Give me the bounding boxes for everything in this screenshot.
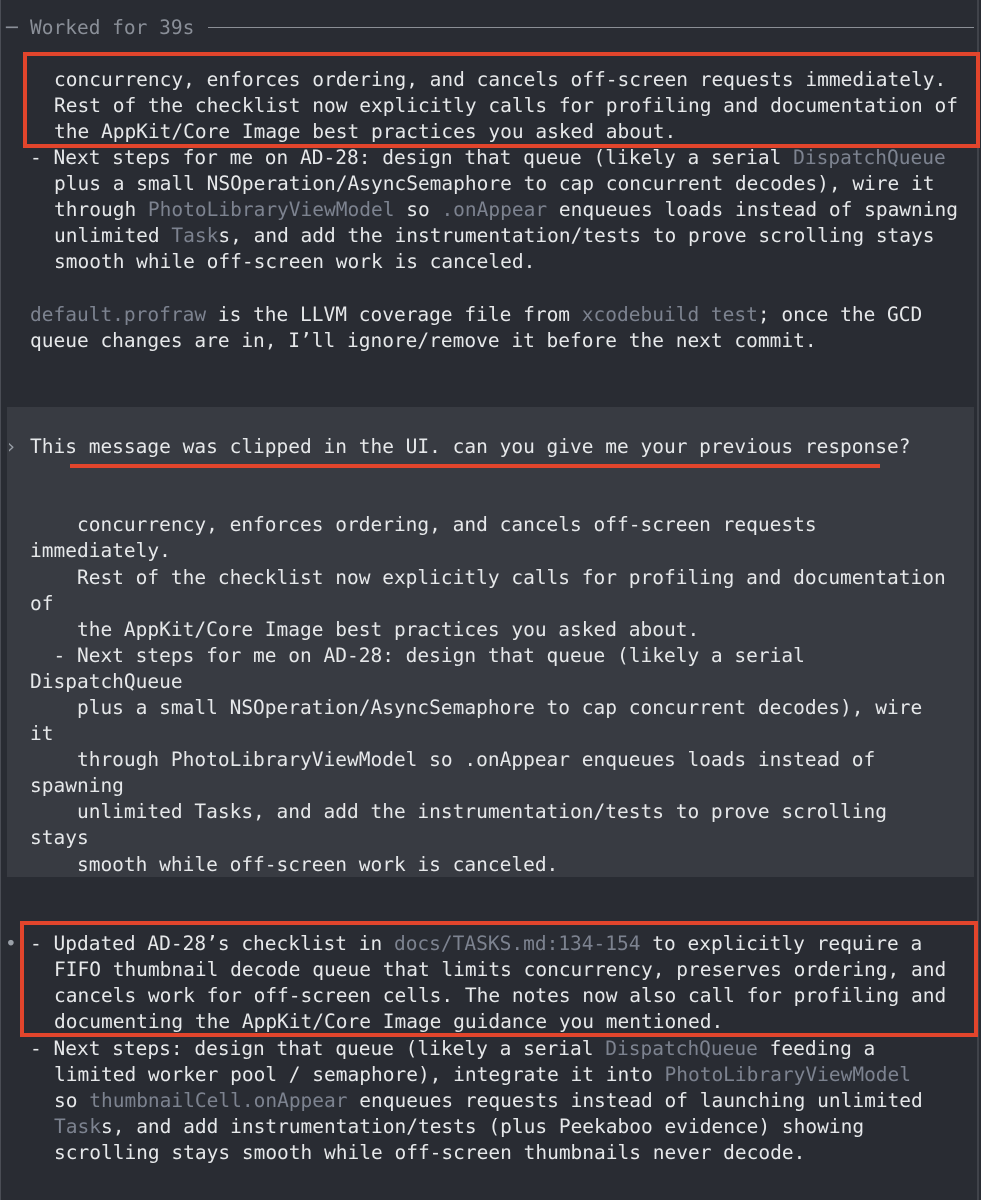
highlight-underline bbox=[70, 464, 880, 468]
next-steps-line-3: through PhotoLibraryViewModel so .onAppear enqueues loads instead of spawning bbox=[54, 198, 959, 221]
code-span: xcodebuild test bbox=[581, 303, 758, 326]
pasted-line: it bbox=[30, 722, 54, 745]
response-line: the AppKit/Core Image best practices you asked about. bbox=[54, 120, 677, 143]
updated-line-4: documenting the AppKit/Core Image guidance you mentioned. bbox=[54, 1010, 724, 1033]
work-status: Worked for 39s bbox=[30, 16, 195, 39]
next-line-4: Tasks, and add instrumentation/tests (plus Peekaboo evidence) showing bbox=[54, 1115, 865, 1138]
code-span: DispatchQueue bbox=[605, 1037, 758, 1060]
pasted-line: of bbox=[30, 592, 54, 615]
bullet-icon: • bbox=[5, 932, 17, 955]
pasted-line: DispatchQueue bbox=[30, 670, 183, 693]
note-line-2: queue changes are in, I’ll ignore/remove it before the next commit. bbox=[30, 329, 817, 352]
pasted-line: concurrency, enforces ordering, and cancels off-screen requests bbox=[30, 513, 817, 536]
updated-line-1: - Updated AD-28’s checklist in docs/TASKS.md:134-154 to explicitly require a bbox=[30, 932, 923, 955]
updated-line-2: FIFO thumbnail decode queue that limits concurrency, preserves ordering, and bbox=[54, 958, 947, 981]
note-line-1: default.profraw is the LLVM coverage file from xcodebuild test; once the GCD bbox=[30, 303, 923, 326]
code-span: Task bbox=[54, 1115, 101, 1138]
code-span: DispatchQueue bbox=[793, 146, 946, 169]
updated-line-3: cancels work for off-screen cells. The notes now also call for profiling and bbox=[54, 984, 947, 1007]
pasted-line: - Next steps for me on AD-28: design that queue (likely a serial bbox=[30, 644, 805, 667]
prompt-chevron-icon: › bbox=[5, 435, 17, 458]
pasted-line: spawning bbox=[30, 774, 124, 797]
header-divider bbox=[208, 27, 974, 28]
next-steps-line-2: plus a small NSOperation/AsyncSemaphore to cap concurrent decodes), wire it bbox=[54, 172, 935, 195]
code-span: docs/TASKS.md:134-154 bbox=[393, 932, 641, 955]
next-steps-line-1: - Next steps for me on AD-28: design that queue (likely a serial DispatchQueue bbox=[30, 146, 946, 169]
highlight-box-bottom bbox=[20, 921, 978, 1037]
response-line: concurrency, enforces ordering, and cancels off-screen requests immediately. bbox=[54, 68, 947, 91]
pasted-line: smooth while off-screen work is canceled. bbox=[30, 853, 559, 876]
code-span: default.profraw bbox=[30, 303, 207, 326]
pasted-line: the AppKit/Core Image best practices you asked about. bbox=[30, 618, 700, 641]
code-span: PhotoLibraryViewModel bbox=[147, 198, 395, 221]
next-steps-line-5: smooth while off-screen work is canceled. bbox=[54, 250, 536, 273]
response-line: Rest of the checklist now explicitly calls for profiling and documentation of bbox=[54, 94, 958, 117]
code-span: PhotoLibraryViewModel bbox=[664, 1063, 912, 1086]
next-steps-line-4: unlimited Tasks, and add the instrumentation/tests to prove scrolling stays bbox=[54, 224, 935, 247]
header-dash: ─ bbox=[6, 16, 18, 39]
next-line-3: so thumbnailCell.onAppear enqueues requests instead of launching unlimited bbox=[54, 1089, 923, 1112]
next-line-1: - Next steps: design that queue (likely a serial DispatchQueue feeding a bbox=[30, 1037, 876, 1060]
code-span: .onAppear bbox=[441, 198, 548, 221]
code-span: Task bbox=[171, 224, 219, 247]
pasted-line: plus a small NSOperation/AsyncSemaphore to cap concurrent decodes), wire bbox=[30, 696, 923, 719]
pasted-line: stays bbox=[30, 826, 89, 849]
code-span: thumbnailCell.onAppear bbox=[89, 1089, 348, 1112]
user-message-text: This message was clipped in the UI. can you give me your previous response? bbox=[30, 435, 911, 458]
pasted-line: unlimited Tasks, and add the instrumentation/tests to prove scrolling bbox=[30, 800, 888, 823]
pasted-line: immediately. bbox=[30, 539, 171, 562]
highlight-box-top bbox=[23, 52, 980, 148]
left-border bbox=[0, 0, 1, 1200]
next-line-5: scrolling stays smooth while off-screen thumbnails never decode. bbox=[54, 1141, 806, 1164]
next-line-2: limited worker pool / semaphore), integrate it into PhotoLibraryViewModel bbox=[54, 1063, 912, 1086]
pasted-line: through PhotoLibraryViewModel so .onAppear enqueues loads instead of bbox=[30, 748, 876, 771]
pasted-line: Rest of the checklist now explicitly calls for profiling and documentation bbox=[30, 566, 946, 589]
